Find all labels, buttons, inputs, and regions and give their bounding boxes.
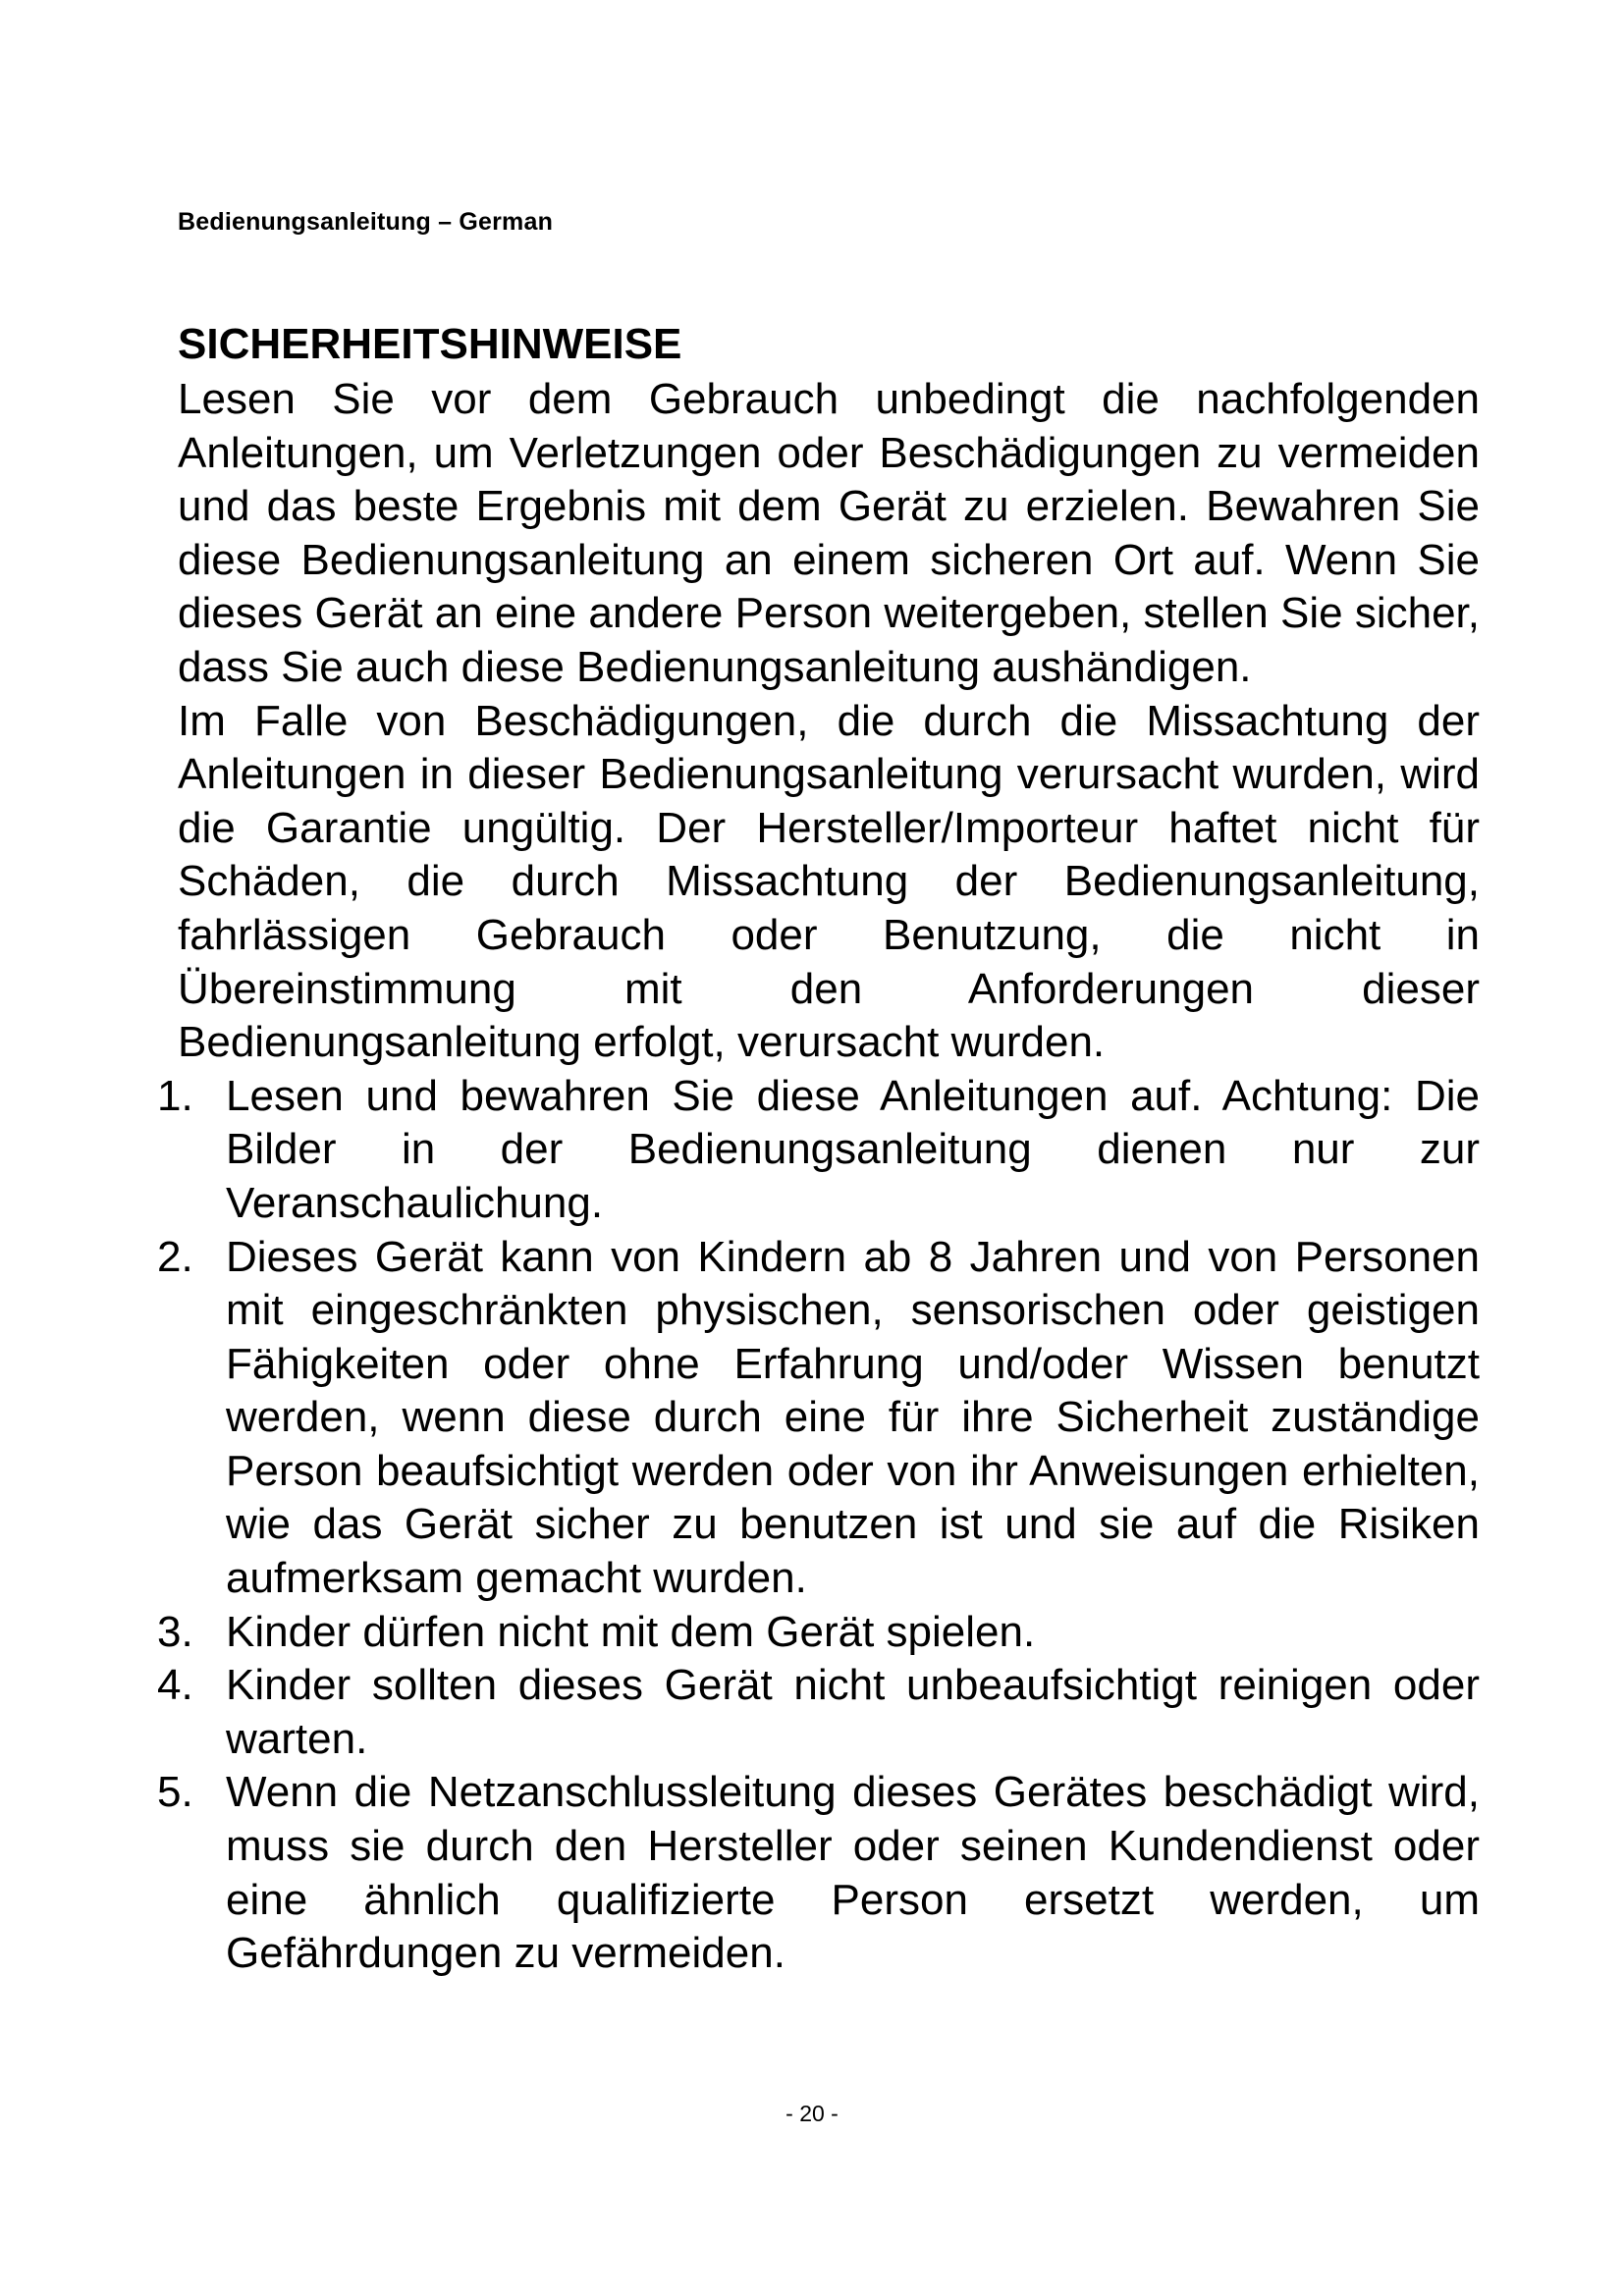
list-item-number: 5. [157,1768,193,1817]
list-item [157,1659,1480,1766]
list-item-text: Kinder dürfen nicht mit dem Gerät spielen. [226,1607,1036,1656]
list-item-number: 2. [157,1232,193,1281]
list-item-text: Kinder sollten dieses Gerät nicht unbeaufsichtigt reinigen oder warten. [226,1661,1480,1763]
page-header: Bedienungsanleitung – German [178,208,554,236]
list-item-number: 1. [157,1071,193,1120]
safety-instructions-list [157,1070,1480,1981]
list-item [157,1231,1480,1606]
list-item [157,1070,1480,1231]
page-number: - 20 - [785,2101,839,2126]
list-item-text: Lesen und bewahren Sie diese Anleitungen auf. Achtung: Die Bilder in der Bedienungsanleitung dienen nur zur Veranschaulichung. [226,1071,1480,1227]
list-item-number: 3. [157,1607,193,1656]
list-item [157,1766,1480,1980]
section-title: SICHERHEITSHINWEISE [178,320,682,368]
section-body [157,373,1480,1981]
intro-paragraph: Lesen Sie vor dem Gebrauch unbedingt die nachfolgenden Anleitungen, um Verletzungen oder Beschädigungen zu vermeiden und das beste Ergebnis mit dem Gerät zu erzielen. Bewahren Sie diese Bedienungsanleitung an einem sicheren Ort auf. Wenn Sie dieses Gerät an eine andere Person weitergeben, stellen Sie sicher, dass Sie auch diese Bedienungsanleitung aushändigen. [178,375,1480,691]
list-item-text: Dieses Gerät kann von Kindern ab 8 Jahren und von Personen mit eingeschränkten physischen, sensorischen oder geistigen Fähigkeiten oder ohne Erfahrung und/oder Wissen benutzt werden, wenn diese durch eine für ihre Sicherheit zuständige Person beaufsichtigt werden oder von ihr Anweisungen erhielten, wie das Gerät sicher zu benutzen ist und sie auf die Risiken aufmerksam gemacht wurden. [226,1232,1480,1603]
list-item-text: Wenn die Netzanschlussleitung dieses Gerätes beschädigt wird, muss sie durch den Hersteller oder seinen Kundendienst oder eine ähnlich qualifizierte Person ersetzt werden, um Gefährdungen zu vermeiden. [226,1768,1480,1978]
list-item [157,1606,1480,1660]
warranty-paragraph: Im Falle von Beschädigungen, die durch die Missachtung der Anleitungen in dieser Bedienungsanleitung verursacht wurden, wird die Garantie ungültig. Der Hersteller/Importeur haftet nicht für Schäden, die durch Missachtung der Bedienungsanleitung, fahrlässigen Gebrauch oder Benutzung, die nicht in Übereinstimmung mit den Anforderungen dieser Bedienungsanleitung erfolgt, verursacht wurden. [178,696,1480,1067]
list-item-number: 4. [157,1661,193,1710]
